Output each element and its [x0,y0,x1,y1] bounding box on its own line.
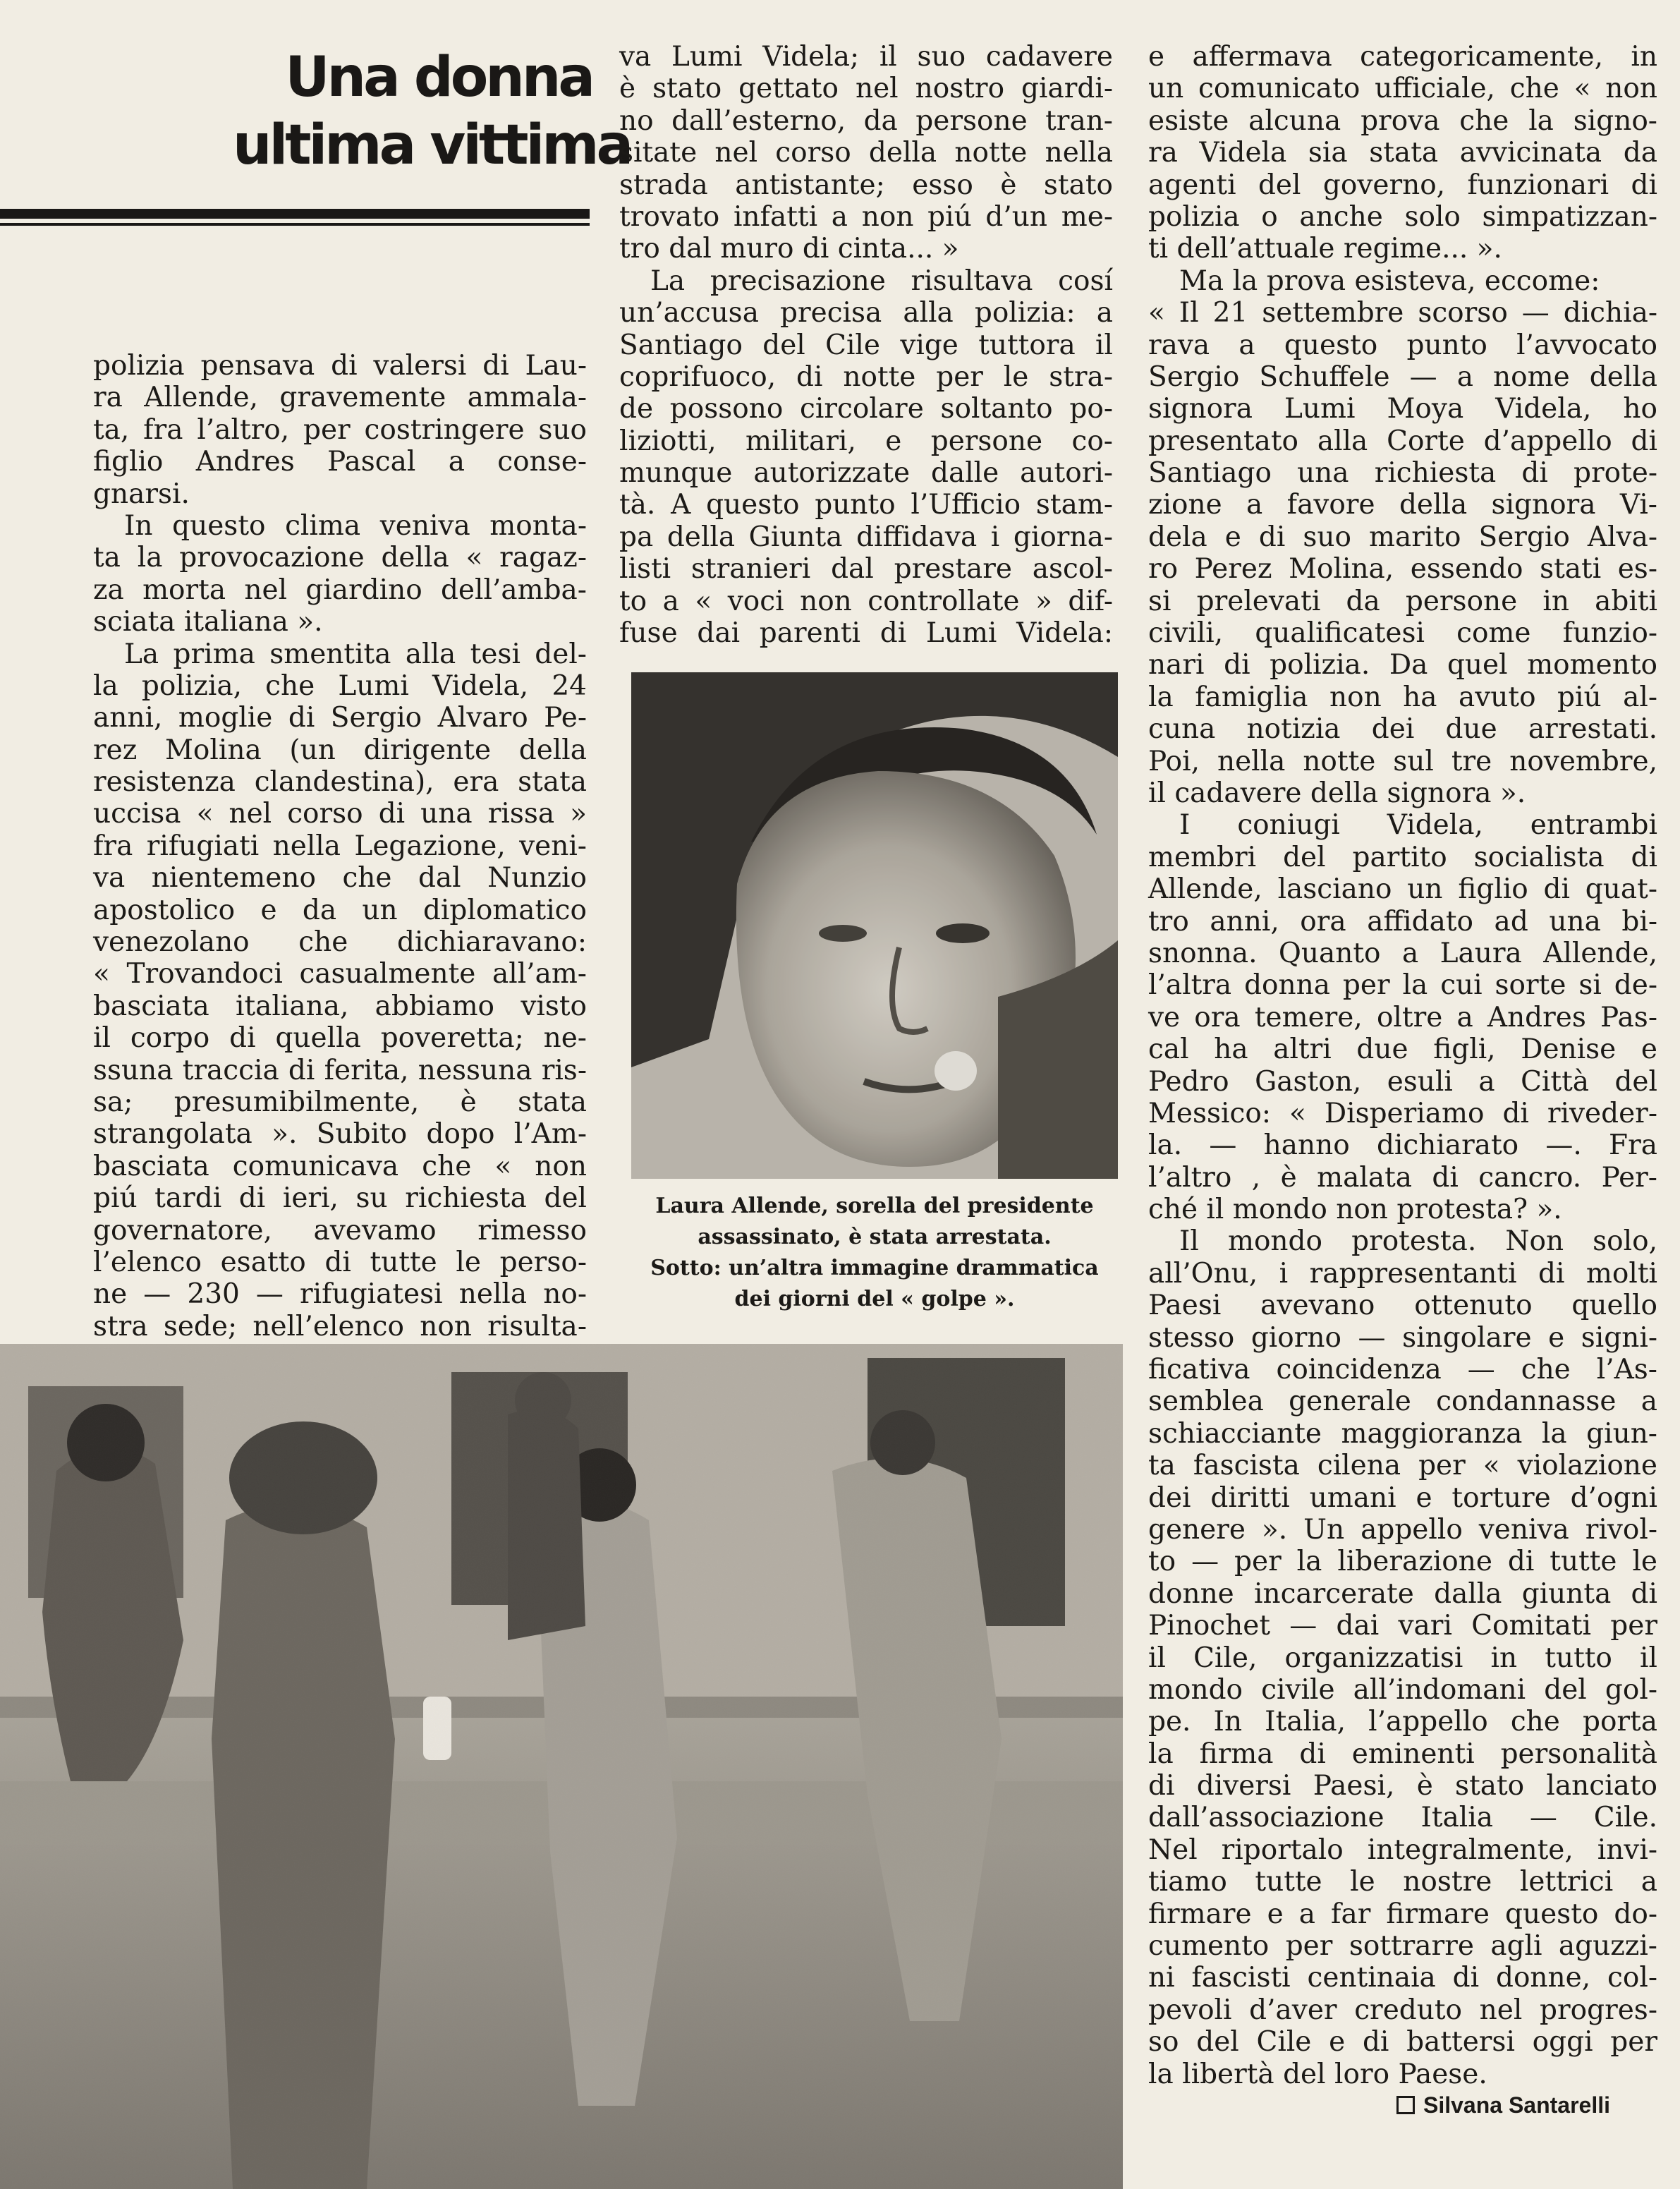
text-line: esiste alcuna prova che la signo- [1148,104,1657,137]
text-line: nari di polizia. Da quel momento [1148,649,1657,681]
text-line: no dall’esterno, da persone tran- [619,104,1113,137]
text-line: za morta nel giardino dell’amba- [93,574,587,606]
text-line: semblea generale condannasse a [1148,1385,1657,1418]
caption-line-1: Laura Allende, sorella del presidente [655,1194,1094,1218]
text-line: pa della Giunta diffidava i giorna- [619,521,1113,553]
text-line: dall’associazione Italia — Cile. [1148,1802,1657,1834]
text-line: la polizia, che Lumi Videla, 24 [93,669,587,702]
text-line: sciata italiana ». [93,606,323,638]
text-line: di diversi Paesi, è stato lanciato [1148,1770,1657,1802]
text-line: trovato infatti a non piú d’un me- [619,200,1113,233]
text-line: fra rifugiati nella Legazione, veni- [93,830,587,862]
text-line: Messico: « Disperiamo di riveder- [1148,1097,1657,1129]
text-line: l’altra donna per la cui sorte si de- [1148,969,1657,1002]
text-line: apostolico e da un diplomatico [93,894,587,926]
square-bullet-icon [1396,2096,1415,2114]
text-line: firmare e a far firmare questo do- [1148,1898,1657,1930]
text-line: resistenza clandestina), era stata [93,766,587,799]
author-name: Silvana Santarelli [1423,2092,1611,2118]
text-line: La prima smentita alla tesi del- [124,638,587,670]
text-line: La precisazione risultava cosí [650,265,1113,297]
text-line: venezolano che dichiaravano: [93,926,587,959]
text-line: Poi, nella notte sul tre novembre, [1148,745,1657,777]
text-line: genere ». Un appello veniva rivol- [1148,1513,1657,1546]
text-line: fuse dai parenti di Lumi Videla: [619,617,1113,650]
text-line: ra Videla sia stata avvicinata da [1148,137,1657,169]
text-line: dela e di suo marito Sergio Alva- [1148,521,1657,553]
text-line: cal ha altri due figli, Denise e [1148,1033,1657,1066]
text-line: basciata italiana, abbiamo visto [93,990,587,1022]
text-line: ve ora temere, oltre a Andres Pas- [1148,1001,1657,1033]
street-arrest-illustration [0,1344,1123,2189]
text-line: la famiglia non ha avuto piú al- [1148,681,1657,713]
text-line: dei diritti umani e torture d’ogni [1148,1481,1657,1514]
text-line: ni fascisti centinaia di donne, col- [1148,1962,1657,1994]
text-line: listi stranieri dal prestare ascol- [619,553,1113,586]
text-line: Il mondo protesta. Non solo, [1179,1225,1657,1258]
article-column-3 [1148,41,1657,2090]
text-line: tà. A questo punto l’Ufficio stam- [619,489,1113,521]
text-line: va Lumi Videla; il suo cadavere [619,41,1113,73]
text-line: zione a favore della signora Vi- [1148,489,1657,521]
text-line: ché il mondo non protesta? ». [1148,1194,1562,1226]
text-line: il corpo di quella poveretta; ne- [93,1022,587,1055]
text-line: il Cile, organizzatisi in tutto il [1148,1642,1657,1674]
text-line: ficativa coincidenza — che l’As- [1148,1354,1657,1386]
text-line: gnarsi. [93,478,190,510]
text-line: I coniugi Videla, entrambi [1179,809,1657,842]
text-line: polizia o anche solo simpatizzan- [1148,200,1657,233]
street-arrest-photo [0,1344,1123,2189]
text-line: e affermava categoricamente, in [1148,41,1657,73]
text-line: va nientemeno che dal Nunzio [93,862,587,895]
text-line: cumento per sottrarre agli aguzzi- [1148,1930,1657,1963]
photo-caption [621,1191,1128,1315]
text-line: stesso giorno — singolare e signi- [1148,1321,1657,1354]
text-line: schiacciante maggioranza la giun- [1148,1417,1657,1450]
text-line: ti dell’attuale regime... ». [1148,233,1502,265]
text-line: ra Allende, gravemente ammala- [93,382,587,414]
author-signature [1396,2092,1610,2118]
text-line: la libertà del loro Paese. [1148,2058,1487,2090]
text-line: to — per la liberazione di tutte le [1148,1546,1657,1578]
text-line: ro Perez Molina, essendo stati es- [1148,553,1657,586]
headline-line-1: Una donna [285,46,592,109]
text-line: liziotti, militari, e persone co- [619,425,1113,457]
text-line: rava a questo punto l’avvocato [1148,329,1657,361]
text-line: mondo civile all’indomani del gol- [1148,1673,1657,1706]
headline-rule-thick [0,209,590,219]
text-line: Pinochet — dai vari Comitati per [1148,1610,1657,1642]
text-line: l’altro , è malata di cancro. Per- [1148,1161,1657,1194]
text-line: tiamo tutte le nostre lettrici a [1148,1866,1657,1898]
text-line: ssuna traccia di ferita, nessuna ris- [93,1054,587,1086]
text-line: « Trovandoci casualmente all’am- [93,958,587,990]
portrait-photo [631,672,1118,1179]
text-line: cuna notizia dei due arrestati. [1148,713,1657,746]
headline-line-2: ultima vittima [233,114,631,177]
text-line: to a « voci non controllate » dif- [619,585,1113,617]
article-column-2 [619,41,1113,649]
text-line: civili, qualificatesi come funzio- [1148,617,1657,650]
text-line: stra sede; nell’elenco non risulta- [93,1310,587,1342]
text-line: governatore, avevamo rimesso [93,1214,587,1247]
caption-line-4: dei giorni del « golpe ». [734,1287,1015,1311]
text-line: In questo clima veniva monta- [124,509,587,542]
text-line: membri del partito socialista di [1148,841,1657,873]
text-line: so del Cile e di battersi oggi per [1148,2026,1657,2058]
text-line: munque autorizzate dalle autori- [619,457,1113,490]
text-line: Allende, lasciano un figlio di quat- [1148,873,1657,906]
text-line: de possono circolare soltanto po- [619,393,1113,425]
text-line: figlio Andres Pascal a conse- [93,446,587,478]
text-line: Santiago una richiesta di prote- [1148,457,1657,490]
text-line: Pedro Gaston, esuli a Città del [1148,1065,1657,1098]
text-line: agenti del governo, funzionari di [1148,169,1657,201]
text-line: anni, moglie di Sergio Alvaro Pe- [93,702,587,734]
text-line: Ma la prova esisteva, eccome: [1179,265,1600,297]
text-line: donne incarcerate dalla giunta di [1148,1577,1657,1610]
text-line: uccisa « nel corso di una rissa » [93,798,587,830]
text-line: ta fascista cilena per « violazione [1148,1450,1657,1482]
text-line: strangolata ». Subito dopo l’Am- [93,1118,587,1151]
text-line: presentato alla Corte d’appello di [1148,425,1657,457]
text-line: basciata comunicava che « non [93,1150,587,1182]
portrait-illustration [631,672,1118,1179]
text-line: l’elenco esatto di tutte le perso- [93,1246,587,1278]
text-line: il cadavere della signora ». [1148,777,1526,809]
text-line: Santiago del Cile vige tuttora il [619,329,1113,361]
text-line: signora Lumi Moya Videla, ho [1148,393,1657,425]
text-line: tro dal muro di cinta... » [619,233,959,265]
text-line: è stato gettato nel nostro giardi- [619,73,1113,105]
caption-line-3: Sotto: un’altra immagine drammatica [650,1256,1099,1280]
text-line: sitate nel corso della notte nella [619,137,1113,169]
text-line: un’accusa precisa alla polizia: a [619,297,1113,329]
text-line: Sergio Schuffele — a nome della [1148,360,1657,393]
text-line: coprifuoco, di notte per le stra- [619,360,1113,393]
text-line: ne — 230 — rifugiatesi nella no- [93,1278,587,1311]
text-line: pevoli d’aver creduto nel progres- [1148,1994,1657,2026]
text-line: sa; presumibilmente, è stata [93,1086,587,1118]
text-line: pe. In Italia, l’appello che porta [1148,1706,1657,1738]
text-line: ta la provocazione della « ragaz- [93,542,587,574]
text-line: ta, fra l’altro, per costringere suo [93,413,587,446]
caption-line-2: assassinato, è stata arrestata. [698,1225,1052,1249]
text-line: un comunicato ufficiale, che « non [1148,73,1657,105]
text-line: Nel riportalo integralmente, invi- [1148,1833,1657,1866]
article-column-1 [93,350,587,1342]
text-line: la firma di eminenti personalità [1148,1738,1657,1770]
text-line: la. — hanno dichiarato —. Fra [1148,1129,1657,1162]
text-line: all’Onu, i rappresentanti di molti [1148,1257,1657,1290]
headline-rule-thin [0,223,590,226]
text-line: snonna. Quanto a Laura Allende, [1148,937,1657,969]
text-line: piú tardi di ieri, su richiesta del [93,1182,587,1215]
text-line: tro anni, ora affidato ad una bi- [1148,905,1657,938]
text-line: si prelevati da persone in abiti [1148,585,1657,617]
text-line: strada antistante; esso è stato [619,169,1113,201]
text-line: Paesi avevano ottenuto quello [1148,1290,1657,1322]
text-line: polizia pensava di valersi di Lau- [93,350,587,382]
headline [233,44,631,179]
text-line: rez Molina (un dirigente della [93,734,587,766]
text-line: « Il 21 settembre scorso — dichia- [1148,297,1657,329]
